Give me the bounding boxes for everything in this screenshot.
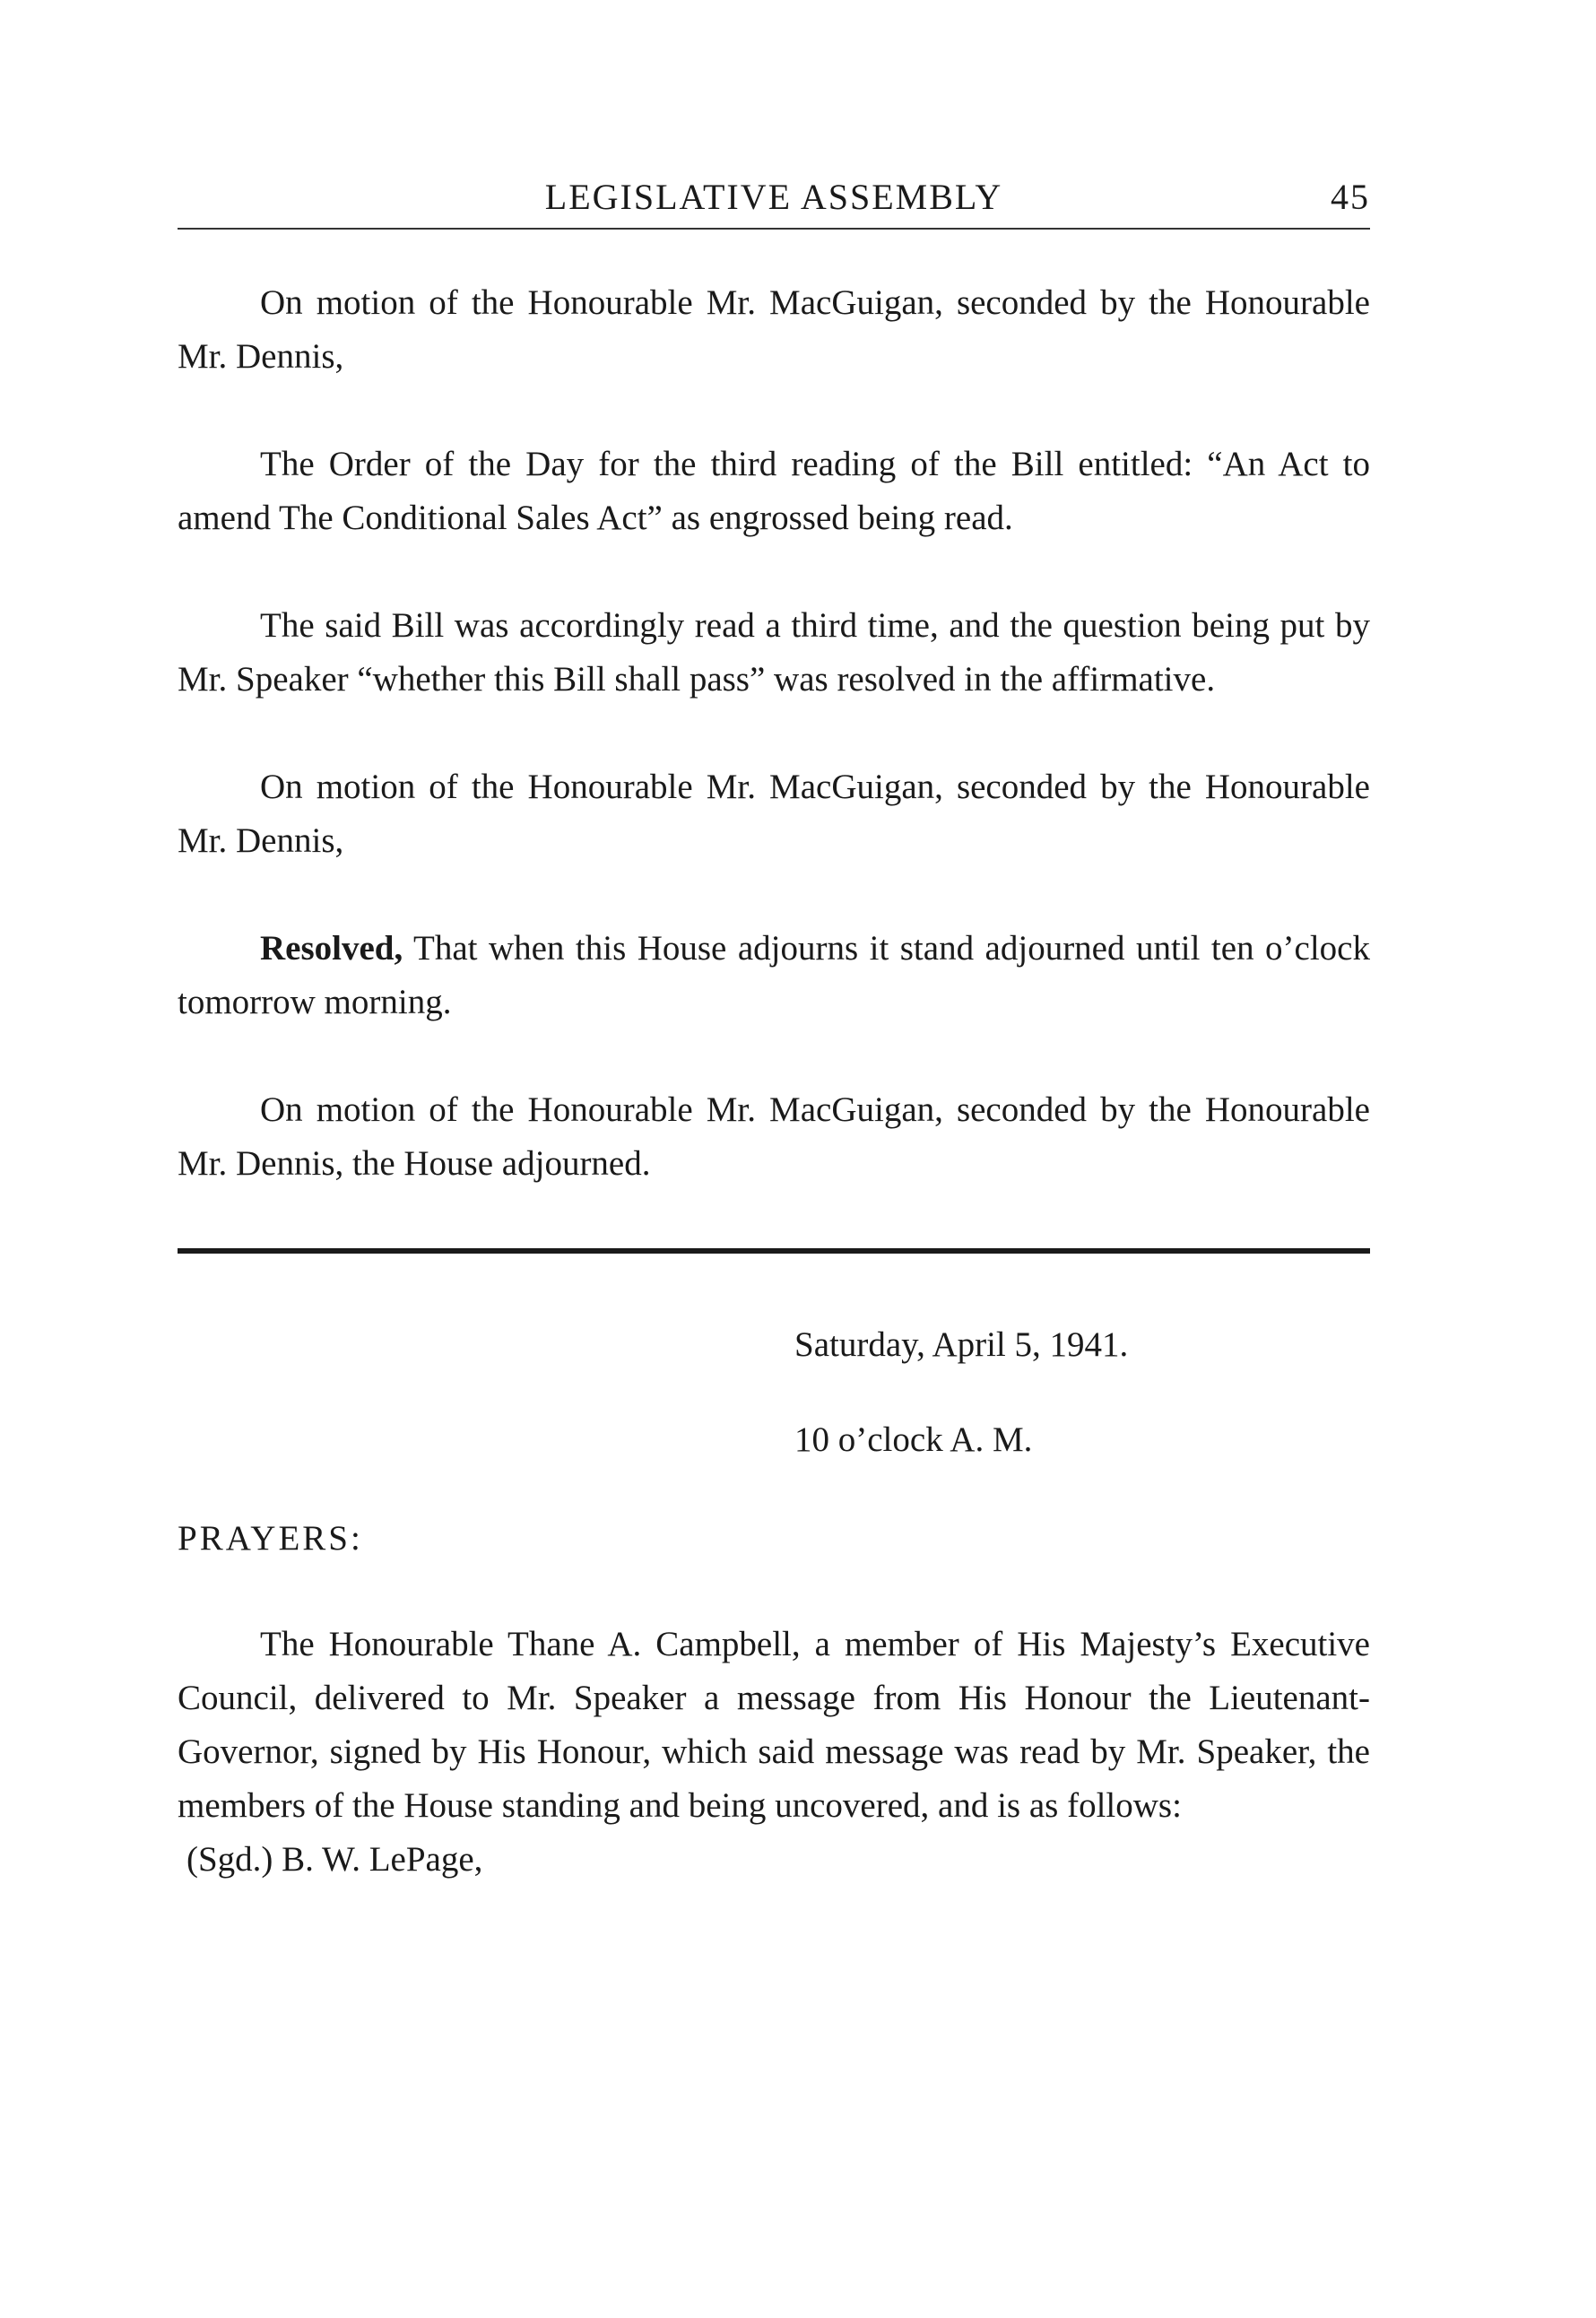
signature-line: (Sgd.) B. W. LePage, (186, 1840, 483, 1879)
resolved-text: That when this House adjourns it stand adjourned until ten o’clock tomorrow morning. (178, 929, 1370, 1021)
paragraph-motion-1: On motion of the Honourable Mr. MacGuigan, seconded by the Honourable Mr. Dennis, (178, 283, 1370, 376)
paragraph-order-of-day: The Order of the Day for the third reading of the Bill entitled: “An Act to amend The Conditional Sales Act” as engrossed being read. (178, 445, 1370, 537)
running-header (178, 170, 1370, 224)
paragraph-resolved (178, 922, 1370, 1029)
paragraph-third-reading: The said Bill was accordingly read a third time, and the question being put by Mr. Speaker “whether this Bill shall pass” was resolved in the affirmative. (178, 606, 1370, 699)
page-number: 45 (1331, 177, 1370, 217)
sitting-date: Saturday, April 5, 1941. (794, 1325, 1129, 1364)
paragraph-motion-2: On motion of the Honourable Mr. MacGuigan, seconded by the Honourable Mr. Dennis, (178, 768, 1370, 860)
paragraph-message: The Honourable Thane A. Campbell, a member of His Majesty’s Executive Council, delivered to Mr. Speaker a message from His Honour the Lieutenant-Governor, signed by His Honour, which said message was read by Mr. Speaker, the members of the House standing and being uncovered, and is as follows: (178, 1625, 1370, 1825)
section-divider (178, 1248, 1370, 1254)
resolved-label: Resolved, (260, 929, 403, 968)
header-rule (178, 228, 1370, 230)
header-title: LEGISLATIVE ASSEMBLY (544, 177, 1003, 217)
prayers-heading: PRAYERS: (178, 1519, 363, 1558)
document-page (178, 170, 1370, 1887)
paragraph-adjourned: On motion of the Honourable Mr. MacGuigan, seconded by the Honourable Mr. Dennis, the House adjourned. (178, 1090, 1370, 1183)
sitting-time: 10 o’clock A. M. (794, 1420, 1033, 1459)
